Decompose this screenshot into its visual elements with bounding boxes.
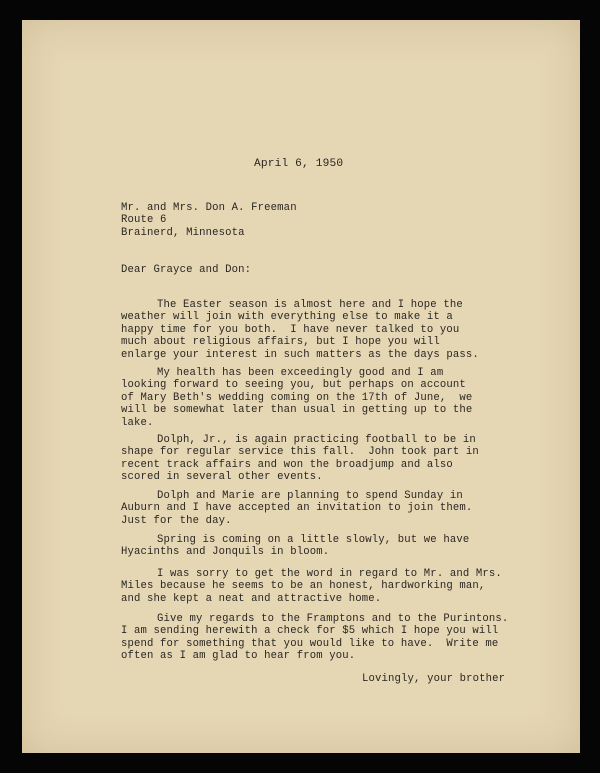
text-line: Dolph, Jr., is again practicing football to be in [157, 434, 476, 446]
text-line: of Mary Beth's wedding coming on the 17th of June, we [121, 391, 473, 404]
letter-date: April 6, 1950 [254, 158, 344, 170]
text-line: The Easter season is almost here and I hope the [157, 299, 463, 311]
text-line: lake. [121, 416, 154, 429]
text-line: Auburn and I have accepted an invitation to join them. [121, 502, 473, 515]
paragraph-easter [121, 299, 521, 361]
letter-page [22, 20, 580, 753]
text-line: much about religious affairs, but I hope you will [121, 336, 440, 349]
text-line: Just for the day. [121, 514, 232, 527]
paragraph-regards [121, 613, 521, 663]
recipient-address [121, 202, 297, 239]
text-line: often as I am glad to hear from you. [121, 650, 356, 663]
text-line: will be somewhat later than usual in getting up to the [121, 404, 473, 417]
text-line: enlarge your interest in such matters as the days pass. [121, 348, 479, 361]
text-line: Hyacinths and Jonquils in bloom. [121, 546, 330, 559]
address-line: Mr. and Mrs. Don A. Freeman [121, 202, 297, 214]
text-line: My health has been exceedingly good and I am [157, 367, 444, 379]
paragraph-miles [121, 568, 521, 605]
paragraph-sunday [121, 490, 521, 527]
text-line: shape for regular service this fall. John took part in [121, 446, 479, 459]
text-line: Dolph and Marie are planning to spend Sunday in [157, 490, 463, 502]
text-line: I was sorry to get the word in regard to Mr. and Mrs. [157, 568, 502, 580]
text-line: recent track affairs and won the broadjump and also [121, 458, 453, 471]
paragraph-health [121, 367, 521, 429]
text-line: happy time for you both. I have never talked to you [121, 323, 460, 336]
address-line: Brainerd, Minnesota [121, 226, 245, 239]
text-line: weather will join with everything else to make it a [121, 311, 453, 324]
paragraph-dolph-jr [121, 434, 521, 484]
salutation: Dear Grayce and Don: [121, 264, 252, 276]
text-line: scored in several other events. [121, 471, 323, 484]
address-line: Route 6 [121, 214, 167, 227]
text-line: Miles because he seems to be an honest, hardworking man, [121, 580, 486, 593]
paragraph-spring [121, 534, 521, 559]
text-line: I am sending herewith a check for $5 which I hope you will [121, 625, 499, 638]
text-line: and she kept a neat and attractive home. [121, 592, 382, 605]
text-line: Give my regards to the Framptons and to the Purintons. [157, 613, 509, 625]
text-line: looking forward to seeing you, but perhaps on account [121, 379, 466, 392]
text-line: spend for something that you would like to have. Write me [121, 637, 499, 650]
text-line: Spring is coming on a little slowly, but we have [157, 534, 470, 546]
letter-closing: Lovingly, your brother [362, 673, 506, 685]
